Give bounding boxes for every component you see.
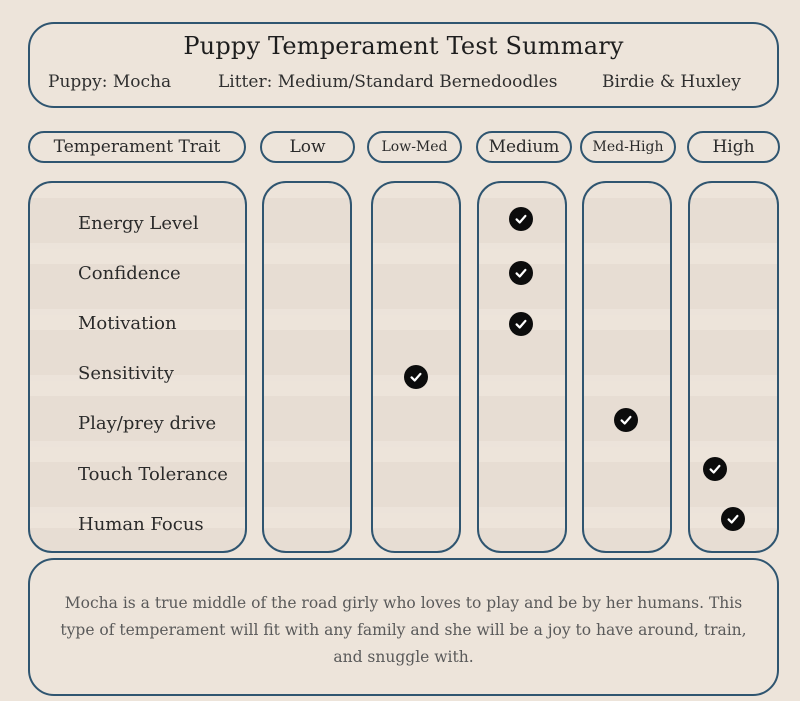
check-circle-icon (614, 408, 638, 432)
litter-info: Litter: Medium/Standard Bernedoodles (218, 72, 558, 92)
column-header-trait: Temperament Trait (28, 131, 246, 163)
column-header-med-high: Med-High (580, 131, 676, 163)
column-header-high: High (687, 131, 780, 163)
puppy-name: Puppy: Mocha (48, 72, 172, 92)
check-circle-icon (721, 507, 745, 531)
summary-text: Mocha is a true middle of the road girly who loves to play and be by her humans. This type of temperament will fit with any family and she will be a joy to have around, train, and snuggle with. (60, 594, 747, 666)
column-header-low: Low (260, 131, 355, 163)
level-column-high (688, 181, 779, 553)
trait-label: Motivation (78, 313, 177, 334)
check-circle-icon (509, 312, 533, 336)
column-header-low-med: Low-Med (367, 131, 462, 163)
level-column-medium (477, 181, 567, 553)
trait-label: Play/prey drive (78, 413, 217, 434)
check-circle-icon (703, 457, 727, 481)
trait-label: Sensitivity (78, 363, 174, 384)
trait-label: Human Focus (78, 514, 204, 535)
column-header-medium: Medium (476, 131, 572, 163)
trait-label: Confidence (78, 263, 181, 284)
summary-panel (28, 558, 779, 696)
level-column-low (262, 181, 352, 553)
trait-label: Touch Tolerance (78, 464, 228, 485)
header-panel (28, 22, 779, 108)
trait-label: Energy Level (78, 213, 199, 234)
parents-info: Birdie & Huxley (602, 72, 741, 92)
check-circle-icon (404, 365, 428, 389)
level-column-med-high (582, 181, 672, 553)
trait-column (28, 181, 247, 553)
check-circle-icon (509, 207, 533, 231)
page-title: Puppy Temperament Test Summary (183, 32, 624, 60)
check-circle-icon (509, 261, 533, 285)
